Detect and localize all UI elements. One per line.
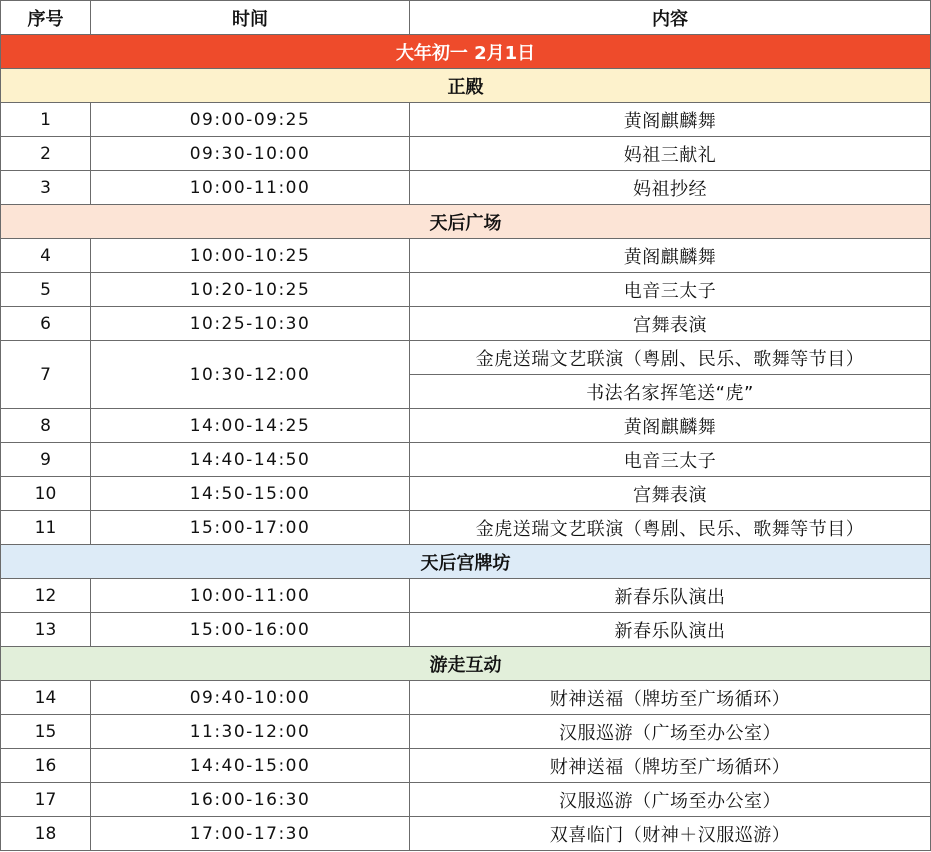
row-content: 财神送福（牌坊至广场循环） (410, 681, 931, 715)
row-content: 书法名家挥笔送“虎” (410, 375, 931, 409)
row-time: 14:00-14:25 (91, 409, 410, 443)
row-index: 6 (1, 307, 91, 341)
row-time: 09:00-09:25 (91, 103, 410, 137)
row-content: 妈祖三献礼 (410, 137, 931, 171)
row-time: 09:40-10:00 (91, 681, 410, 715)
header-row (1, 1, 931, 35)
section-title: 天后广场 (1, 205, 931, 239)
table-row (1, 307, 931, 341)
schedule-body (1, 35, 931, 851)
row-content: 金虎送瑞文艺联演（粤剧、民乐、歌舞等节目） (410, 511, 931, 545)
table-row (1, 409, 931, 443)
row-time: 15:00-16:00 (91, 613, 410, 647)
row-index: 9 (1, 443, 91, 477)
row-index: 14 (1, 681, 91, 715)
date-banner: 大年初一 2月1日 (1, 35, 931, 69)
row-time: 10:00-11:00 (91, 579, 410, 613)
table-row (1, 477, 931, 511)
row-content: 黄阁麒麟舞 (410, 409, 931, 443)
row-index: 5 (1, 273, 91, 307)
row-content: 电音三太子 (410, 273, 931, 307)
table-row (1, 137, 931, 171)
row-index: 13 (1, 613, 91, 647)
row-content: 双喜临门（财神＋汉服巡游） (410, 817, 931, 851)
row-content: 新春乐队演出 (410, 613, 931, 647)
row-time: 16:00-16:30 (91, 783, 410, 817)
table-row (1, 511, 931, 545)
row-content: 金虎送瑞文艺联演（粤剧、民乐、歌舞等节目） (410, 341, 931, 375)
row-content: 汉服巡游（广场至办公室） (410, 715, 931, 749)
row-content: 宫舞表演 (410, 307, 931, 341)
row-time: 15:00-17:00 (91, 511, 410, 545)
section-header-row (1, 647, 931, 681)
row-index: 12 (1, 579, 91, 613)
row-content: 妈祖抄经 (410, 171, 931, 205)
row-index: 10 (1, 477, 91, 511)
row-content: 黄阁麒麟舞 (410, 103, 931, 137)
table-row (1, 103, 931, 137)
row-time: 10:30-12:00 (91, 341, 410, 409)
row-time: 10:00-11:00 (91, 171, 410, 205)
section-title: 游走互动 (1, 647, 931, 681)
row-content: 新春乐队演出 (410, 579, 931, 613)
table-row (1, 613, 931, 647)
row-index: 4 (1, 239, 91, 273)
row-index: 3 (1, 171, 91, 205)
header-index: 序号 (1, 1, 91, 35)
section-title: 正殿 (1, 69, 931, 103)
row-content: 财神送福（牌坊至广场循环） (410, 749, 931, 783)
row-index: 15 (1, 715, 91, 749)
row-time: 14:40-14:50 (91, 443, 410, 477)
row-time: 10:25-10:30 (91, 307, 410, 341)
section-header-row (1, 545, 931, 579)
header-content: 内容 (410, 1, 931, 35)
table-row (1, 817, 931, 851)
row-index: 18 (1, 817, 91, 851)
section-title: 天后宫牌坊 (1, 545, 931, 579)
row-content: 宫舞表演 (410, 477, 931, 511)
row-index: 16 (1, 749, 91, 783)
table-row (1, 341, 931, 375)
row-time: 14:40-15:00 (91, 749, 410, 783)
section-header-row (1, 205, 931, 239)
row-time: 09:30-10:00 (91, 137, 410, 171)
table-row (1, 171, 931, 205)
row-content: 黄阁麒麟舞 (410, 239, 931, 273)
table-row (1, 715, 931, 749)
table-row (1, 783, 931, 817)
row-index: 1 (1, 103, 91, 137)
section-header-row (1, 69, 931, 103)
row-time: 10:20-10:25 (91, 273, 410, 307)
row-index: 2 (1, 137, 91, 171)
row-content: 汉服巡游（广场至办公室） (410, 783, 931, 817)
row-time: 11:30-12:00 (91, 715, 410, 749)
row-time: 17:00-17:30 (91, 817, 410, 851)
row-content: 电音三太子 (410, 443, 931, 477)
row-index: 11 (1, 511, 91, 545)
row-index: 7 (1, 341, 91, 409)
row-time: 10:00-10:25 (91, 239, 410, 273)
table-row (1, 681, 931, 715)
table-row (1, 749, 931, 783)
table-row (1, 443, 931, 477)
row-index: 8 (1, 409, 91, 443)
table-row (1, 273, 931, 307)
table-row (1, 579, 931, 613)
header-time: 时间 (91, 1, 410, 35)
row-index: 17 (1, 783, 91, 817)
table-row (1, 239, 931, 273)
date-banner-row (1, 35, 931, 69)
row-time: 14:50-15:00 (91, 477, 410, 511)
